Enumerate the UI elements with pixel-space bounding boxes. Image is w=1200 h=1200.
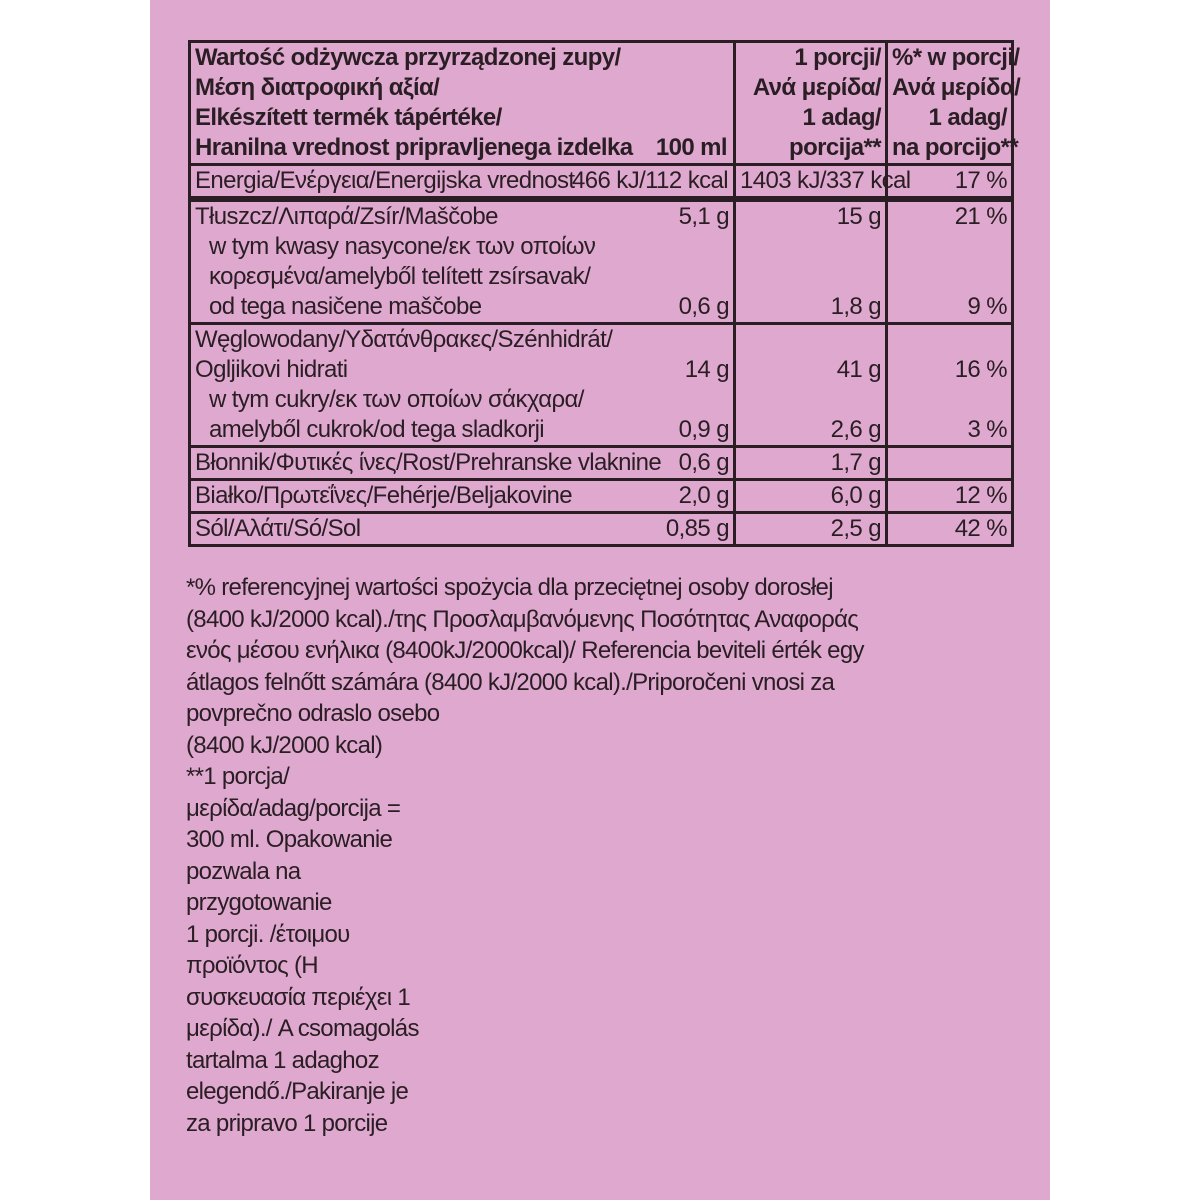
energy-name-cell [190,165,735,198]
sugars-per100: 0,9 g [678,416,729,443]
fibre-row [190,447,1013,480]
fat-portion: 15 g [836,203,881,230]
fibre-portion: 1,7 g [735,447,887,480]
carbs-name-cell [190,324,613,447]
fat-sat-pct: 9 % [967,293,1007,320]
protein-name: Białko/Πρωτεΐνες/Fehérje/Beljakovine [190,480,580,513]
footnote-line: (8400 kJ/2000 kcal) [186,731,383,759]
energy-pct: 17 % [887,165,1013,198]
nutrition-table [188,40,1021,199]
protein-per100: 2,0 g [580,480,735,513]
fat-per100-cell [580,201,735,324]
fat-name: Tłuszcz/Λιπαρά/Zsír/Maščobe [195,203,498,230]
footnote-line: *% referencyjnej wartości spożycia dla przeciętnej osoby dorosłej [186,574,833,601]
carbs-sub-line: amelyből cukrok/od tega sladkorji [209,416,545,443]
salt-name: Sól/Αλάτι/Só/Sol [190,513,580,546]
fat-sub-line: od tega nasičene maščobe [209,293,482,320]
fat-sat-portion: 1,8 g [830,293,881,320]
fat-pct-cell [887,201,1013,324]
fat-sat-per100: 0,6 g [678,293,729,320]
footnote-line: μερίδα/adag/porcija = [186,794,401,822]
fat-sub-line: κορεσμένα/amelyből telített zsírsavak/ [209,263,591,290]
fat-name-cell [190,201,596,324]
fibre-per100: 0,6 g [580,447,735,480]
header-pct-line: na porcijo** [892,134,1019,161]
footnote-line: przygotowanie [186,889,332,916]
footnote-line: **1 porcja/ [186,763,290,790]
header-per100: 100 ml [655,134,727,161]
carbs-portion-cell [735,324,887,447]
footnote-line: συσκευασία περιέχει 1 [186,983,411,1011]
fat-portion-cell [735,201,887,324]
fibre-name: Błonnik/Φυτικές ίνες/Rost/Prehranske vlaknine [190,447,580,480]
carbs-name-line: Węglowodany/Υδατάνθρακες/Szénhidrát/ [195,326,613,353]
header-row [190,42,1013,165]
footnote-line: μερίδα)./ A csomagolás [186,1015,419,1042]
footnote-line: pozwala na [186,857,301,885]
footnote-line: ενός μέσου ενήλικα (8400kJ/2000kcal)/ Referencia beviteli érték egy [186,637,864,664]
header-name-line: Wartość odżywcza przyrządzonej zupy/ [195,44,621,71]
carbs-name-line: Ogljikovi hidrati [195,356,348,383]
energy-portion: 1403 kJ/337 kcal [735,165,887,198]
carbs-pct: 16 % [954,356,1007,383]
header-name-line: Μέση διατροφική αξία/ [195,74,440,101]
salt-per100: 0,85 g [580,513,735,546]
header-pct-line: %* w porcji/ [892,44,1020,71]
header-pct-line: Ανά μερίδα/ [892,74,1021,101]
header-name-line: Elkészített termék tápértéke/ [195,104,502,131]
footnote-line: 300 ml. Opakowanie [186,826,393,853]
footnote-line: 1 porcji. /έτοιμου [186,920,350,948]
salt-portion: 2,5 g [735,513,887,546]
salt-pct: 42 % [887,513,1013,546]
header-pct-cell [887,42,1021,165]
sugars-portion: 2,6 g [830,416,881,443]
sugars-pct: 3 % [967,416,1007,443]
energy-per100: 466 kJ/112 kcal [572,167,728,194]
carbs-pct-cell [887,324,1013,447]
footnote-line: elegendő./Pakiranje je [186,1078,409,1105]
energy-name: Energia/Ενέργεια/Energijska vrednost [195,167,575,194]
header-name-line: Hranilna vrednost pripravljenega izdelka [195,134,633,161]
protein-row [190,480,1013,513]
fat-per100: 5,1 g [678,203,729,230]
footnote-line: átlagos felnőtt számára (8400 kJ/2000 kcal)./Priporočeni vnosi za [186,668,835,696]
footnote-line: za pripravo 1 porcije [186,1109,388,1137]
energy-row [190,165,1013,198]
protein-pct: 12 % [887,480,1013,513]
label-panel [150,0,1050,1200]
footnote [186,572,864,1139]
salt-row [190,513,1013,546]
protein-portion: 6,0 g [735,480,887,513]
nutrition-table-body [188,199,1014,547]
header-pct-line: 1 adag/ [928,104,1007,131]
header-name-cell [190,42,735,165]
carbs-row [190,324,1013,447]
footnote-line: (8400 kJ/2000 kcal)./της Προσλαμβανόμενης Ποσότητας Αναφοράς [186,605,859,633]
fat-pct: 21 % [954,203,1007,230]
fat-row [190,201,1013,324]
footnote-line: tartalma 1 adaghoz [186,1046,379,1074]
header-portion-line: Ανά μερίδα/ [752,74,881,101]
carbs-sub-line: w tym cukry/εκ των οποίων σάκχαρα/ [209,386,584,413]
footnote-line: προϊόντος (Η [186,952,318,979]
fat-sub-line: w tym kwasy nasycone/εκ των οποίων [209,233,596,260]
header-portion-line: 1 adag/ [802,104,881,131]
footnote-line: povprečno odraslo osebo [186,700,440,727]
header-portion-line: porcija** [789,134,881,161]
carbs-per100: 14 g [684,356,729,383]
fibre-pct [887,447,1013,480]
header-portion-cell [735,42,887,165]
header-portion-line: 1 porcji/ [794,44,881,71]
carbs-portion: 41 g [836,356,881,383]
